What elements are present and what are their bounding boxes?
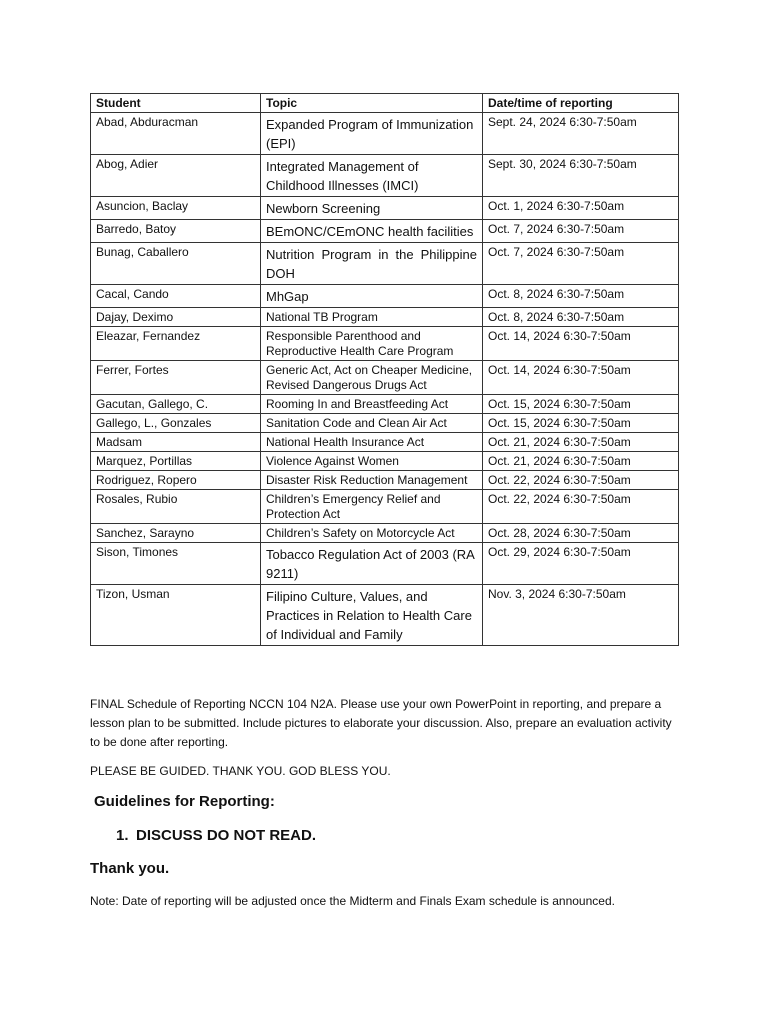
- date-cell: Oct. 7, 2024 6:30-7:50am: [483, 220, 679, 243]
- topic-cell: Tobacco Regulation Act of 2003 (RA 9211): [261, 543, 483, 585]
- table-row: [91, 327, 679, 361]
- student-cell: Abog, Adier: [91, 155, 261, 197]
- guideline-text: DISCUSS DO NOT READ.: [136, 827, 317, 844]
- final-schedule-paragraph: FINAL Schedule of Reporting NCCN 104 N2A. Please use your own PowerPoint in reporting, and prepare a lesson plan to be submitted. Include pictures to elaborate your discussion. Also, prepare an evaluation activity to be done after reporting.: [90, 697, 672, 749]
- table-row: [91, 243, 679, 285]
- date-cell: Oct. 8, 2024 6:30-7:50am: [483, 285, 679, 308]
- student-cell: Abad, Abduracman: [91, 113, 261, 155]
- student-cell: Ferrer, Fortes: [91, 361, 261, 395]
- table-row: [91, 490, 679, 524]
- table-row: [91, 395, 679, 414]
- column-header-date: Date/time of reporting: [483, 94, 679, 113]
- student-cell: Sison, Timones: [91, 543, 261, 585]
- note-paragraph: Note: Date of reporting will be adjusted once the Midterm and Finals Exam schedule is announced.: [90, 894, 615, 908]
- topic-cell: National TB Program: [261, 308, 483, 327]
- guidelines-heading: Guidelines for Reporting:: [94, 793, 275, 810]
- student-cell: Dajay, Deximo: [91, 308, 261, 327]
- student-cell: Gallego, L., Gonzales: [91, 414, 261, 433]
- date-cell: Oct. 29, 2024 6:30-7:50am: [483, 543, 679, 585]
- date-cell: Oct. 28, 2024 6:30-7:50am: [483, 524, 679, 543]
- date-cell: Oct. 14, 2024 6:30-7:50am: [483, 361, 679, 395]
- date-cell: Oct. 7, 2024 6:30-7:50am: [483, 243, 679, 285]
- table-row: [91, 524, 679, 543]
- column-header-student: Student: [91, 94, 261, 113]
- student-cell: Tizon, Usman: [91, 585, 261, 646]
- table-row: [91, 308, 679, 327]
- topic-cell: Expanded Program of Immunization (EPI): [261, 113, 483, 155]
- table-row: [91, 285, 679, 308]
- student-cell: Gacutan, Gallego, C.: [91, 395, 261, 414]
- student-cell: Bunag, Caballero: [91, 243, 261, 285]
- date-cell: Oct. 1, 2024 6:30-7:50am: [483, 197, 679, 220]
- date-cell: Oct. 21, 2024 6:30-7:50am: [483, 433, 679, 452]
- topic-cell: Disaster Risk Reduction Management: [261, 471, 483, 490]
- topic-cell: Nutrition Program in the Philippine DOH: [261, 243, 483, 285]
- table-row: [91, 220, 679, 243]
- table-row: [91, 414, 679, 433]
- date-cell: Oct. 15, 2024 6:30-7:50am: [483, 395, 679, 414]
- topic-cell: BEmONC/CEmONC health facilities: [261, 220, 483, 243]
- topic-cell: Children’s Emergency Relief and Protection Act: [261, 490, 483, 524]
- student-cell: Asuncion, Baclay: [91, 197, 261, 220]
- topic-cell: Rooming In and Breastfeeding Act: [261, 395, 483, 414]
- student-cell: Marquez, Portillas: [91, 452, 261, 471]
- topic-cell: National Health Insurance Act: [261, 433, 483, 452]
- be-guided-paragraph: PLEASE BE GUIDED. THANK YOU. GOD BLESS YOU.: [90, 764, 391, 778]
- topic-cell: Filipino Culture, Values, and Practices in Relation to Health Care of Individual and Family: [261, 585, 483, 646]
- column-header-topic: Topic: [261, 94, 483, 113]
- topic-cell: Responsible Parenthood and Reproductive Health Care Program: [261, 327, 483, 361]
- date-cell: Oct. 21, 2024 6:30-7:50am: [483, 452, 679, 471]
- date-cell: Oct. 14, 2024 6:30-7:50am: [483, 327, 679, 361]
- student-cell: Sanchez, Sarayno: [91, 524, 261, 543]
- table-header-row: [91, 94, 679, 113]
- date-cell: Oct. 22, 2024 6:30-7:50am: [483, 490, 679, 524]
- topic-cell: Children’s Safety on Motorcycle Act: [261, 524, 483, 543]
- table-row: [91, 361, 679, 395]
- student-cell: Barredo, Batoy: [91, 220, 261, 243]
- student-cell: Rodriguez, Ropero: [91, 471, 261, 490]
- topic-cell: MhGap: [261, 285, 483, 308]
- list-number: 1.: [116, 827, 129, 844]
- topic-cell: Generic Act, Act on Cheaper Medicine, Revised Dangerous Drugs Act: [261, 361, 483, 395]
- table-row: [91, 585, 679, 646]
- date-cell: Nov. 3, 2024 6:30-7:50am: [483, 585, 679, 646]
- table-row: [91, 452, 679, 471]
- date-cell: Oct. 22, 2024 6:30-7:50am: [483, 471, 679, 490]
- reporting-schedule-table: [90, 93, 679, 646]
- student-cell: Madsam: [91, 433, 261, 452]
- student-cell: Cacal, Cando: [91, 285, 261, 308]
- table-row: [91, 543, 679, 585]
- table-row: [91, 113, 679, 155]
- student-cell: Eleazar, Fernandez: [91, 327, 261, 361]
- date-cell: Oct. 8, 2024 6:30-7:50am: [483, 308, 679, 327]
- table-row: [91, 433, 679, 452]
- table-row: [91, 197, 679, 220]
- table-row: [91, 471, 679, 490]
- date-cell: Sept. 24, 2024 6:30-7:50am: [483, 113, 679, 155]
- date-cell: Sept. 30, 2024 6:30-7:50am: [483, 155, 679, 197]
- topic-cell: Violence Against Women: [261, 452, 483, 471]
- topic-cell: Sanitation Code and Clean Air Act: [261, 414, 483, 433]
- topic-cell: Integrated Management of Childhood Illnesses (IMCI): [261, 155, 483, 197]
- thank-you-heading: Thank you.: [90, 860, 170, 877]
- student-cell: Rosales, Rubio: [91, 490, 261, 524]
- date-cell: Oct. 15, 2024 6:30-7:50am: [483, 414, 679, 433]
- guideline-list-item: [116, 827, 316, 844]
- topic-cell: Newborn Screening: [261, 197, 483, 220]
- table-row: [91, 155, 679, 197]
